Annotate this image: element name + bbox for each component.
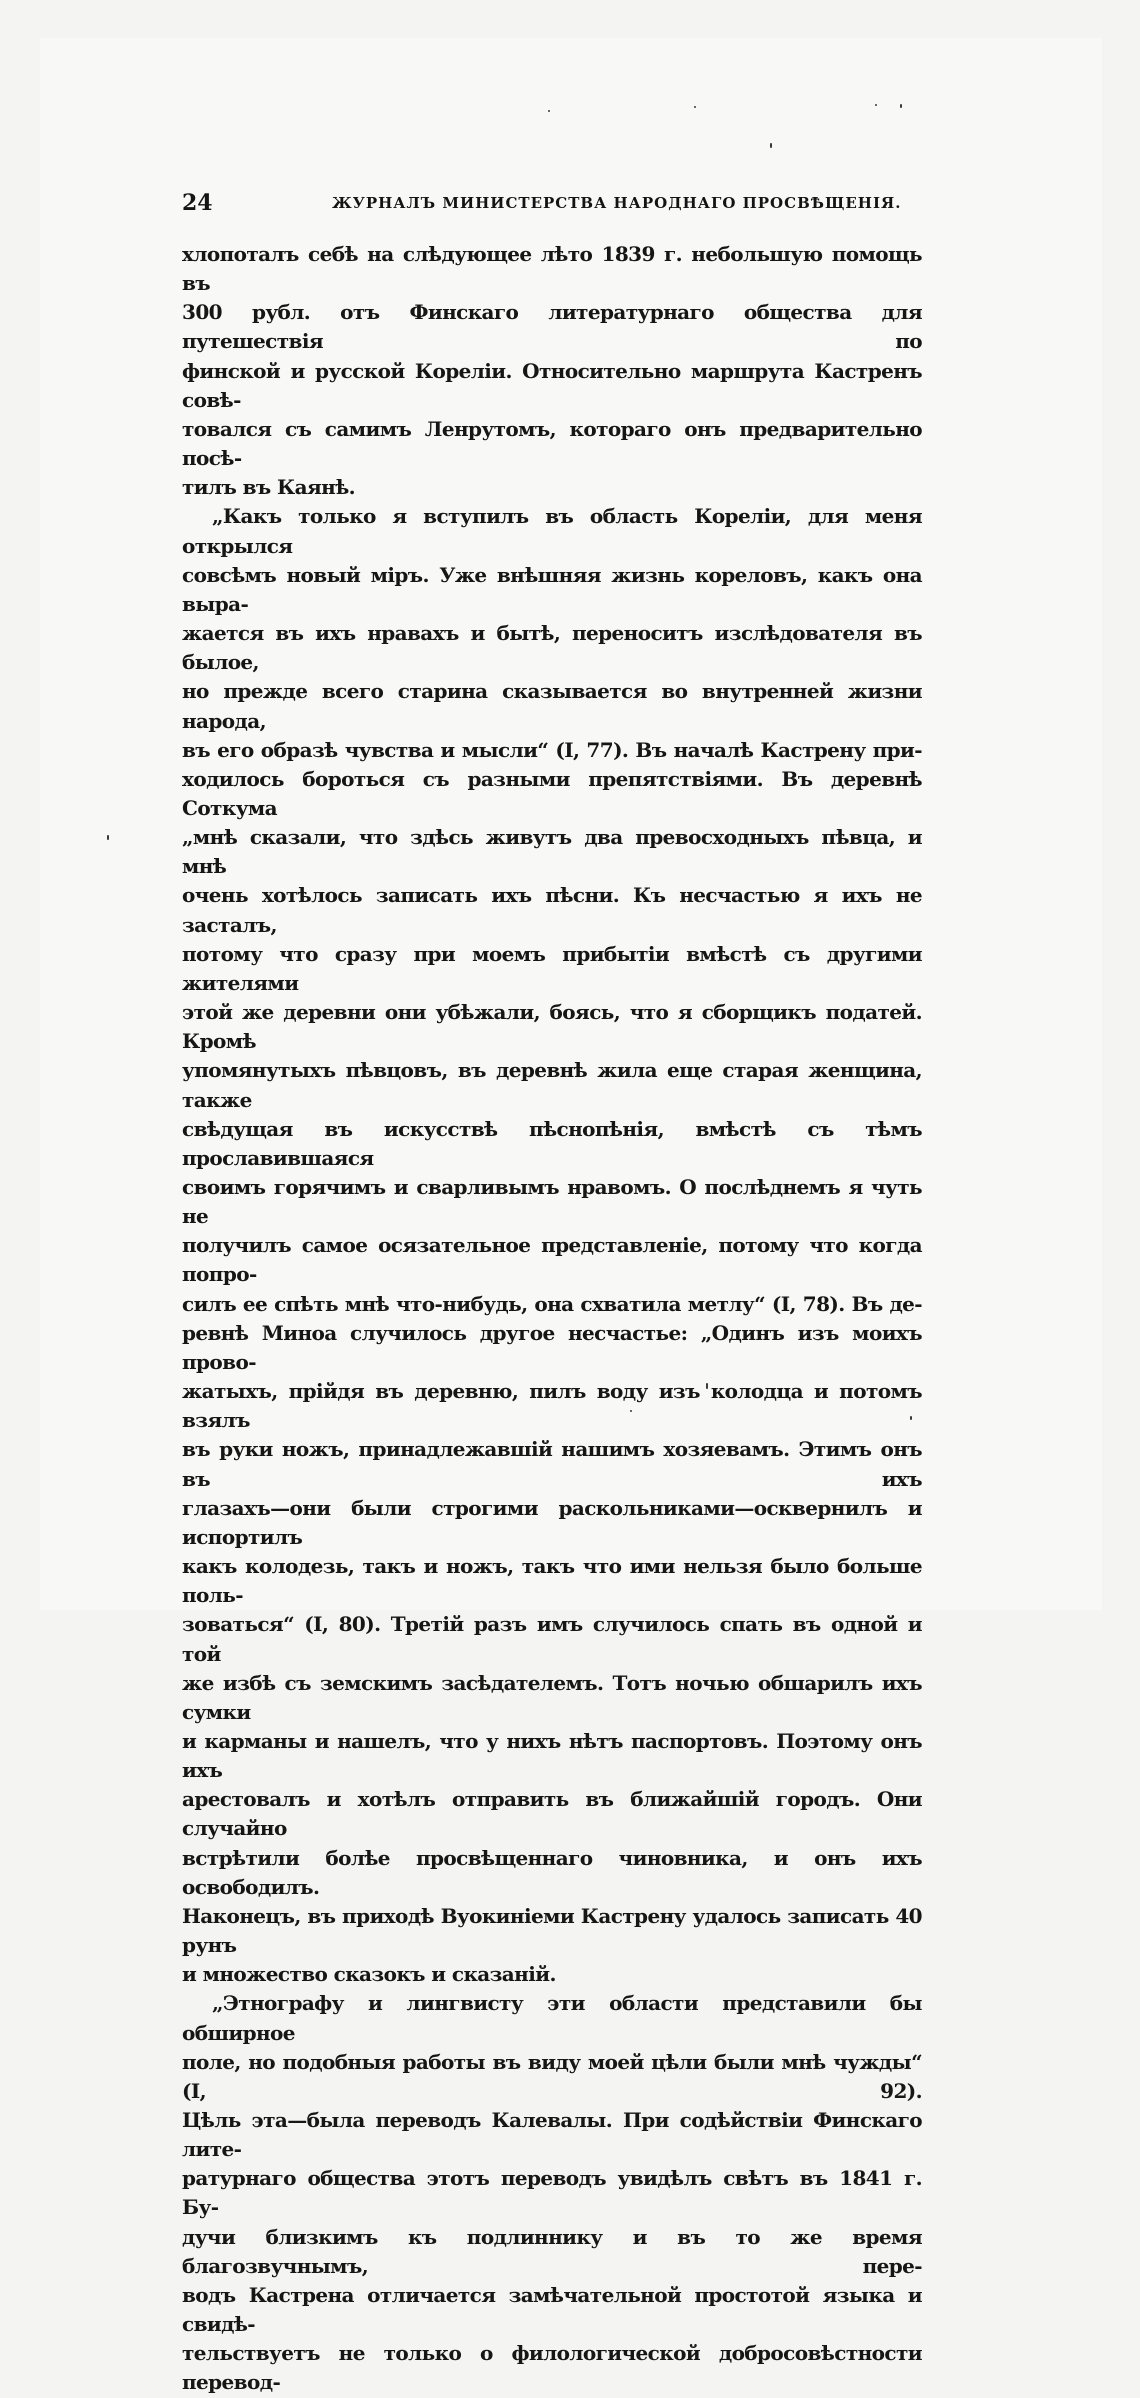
- page-number: 24: [182, 190, 213, 216]
- text-line: финской и русской Кореліи. Относительно маршрута Кастренъ совѣ-: [182, 358, 922, 412]
- text-line: получилъ самое осязательное представленіе, потому что когда попро-: [182, 1233, 922, 1287]
- text-line: же избѣ съ земскимъ засѣдателемъ. Тотъ ночью обшарилъ ихъ сумки: [182, 1670, 922, 1724]
- text-line: Наконецъ, въ приходѣ Вуокиніеми Кастрену удалось записать 40 рунъ: [182, 1903, 922, 1958]
- text-line: поле, но подобныя работы въ виду моей цѣли были мнѣ чужды“ (I, 92).: [182, 2049, 922, 2103]
- text-line: въ руки ножъ, принадлежавшій нашимъ хозяевамъ. Этимъ онъ въ ихъ: [182, 1437, 922, 1491]
- text-line: хлопоталъ себѣ на слѣдующее лѣто 1839 г. небольшую помощь въ: [182, 242, 922, 296]
- text-line: дучи близкимъ къ подлиннику и въ то же время благозвучнымъ, пере-: [182, 2224, 922, 2278]
- paragraph-3: [182, 1989, 922, 2397]
- text-line: ходилось бороться съ разными препятствіями. Въ деревнѣ Соткума: [182, 766, 922, 820]
- text-line: ратурнаго общества этотъ переводъ увидѣлъ свѣтъ въ 1841 г. Бу-: [182, 2166, 922, 2220]
- text-line: упомянутыхъ пѣвцовъ, въ деревнѣ жила еще старая женщина, также: [182, 1058, 922, 1112]
- text-line: совсѣмъ новый міръ. Уже внѣшняя жизнь кореловъ, какъ она выра-: [182, 562, 922, 616]
- text-line: и множество сказокъ и сказаній.: [182, 1962, 556, 1987]
- text-line: этой же деревни они убѣжали, боясь, что я сборщикъ податей. Кромѣ: [182, 1000, 922, 1054]
- page-header: [182, 188, 922, 220]
- text-line: но прежде всего старина сказывается во внутренней жизни народа,: [182, 679, 922, 733]
- paragraph-2: [182, 502, 922, 1989]
- running-title: ЖУРНАЛЪ МИНИСТЕРСТВА НАРОДНАГО ПРОСВѢЩЕНІЯ.: [332, 194, 902, 212]
- text-line: очень хотѣлось записать ихъ пѣсни. Къ несчастью я ихъ не засталъ,: [182, 883, 922, 937]
- scan-speck: [770, 143, 772, 148]
- text-line: „Этнографу и лингвисту эти области представили бы обширное: [182, 1991, 922, 2045]
- text-line: глазахъ—они были строгими раскольниками—осквернилъ и испортилъ: [182, 1495, 922, 1549]
- text-line: потому что сразу при моемъ прибытіи вмѣстѣ съ другими жителями: [182, 941, 922, 995]
- scan-speck: [900, 104, 902, 108]
- text-line: 300 рубл. отъ Финскаго литературнаго общества для путешествія по: [182, 300, 922, 354]
- text-line: „мнѣ сказали, что здѣсь живутъ два превосходныхъ пѣвца, и мнѣ: [182, 825, 922, 879]
- text-line: какъ колодезь, такъ и ножъ, такъ что ими нельзя было больше поль-: [182, 1554, 922, 1608]
- text-line: арестовалъ и хотѣлъ отправить въ ближайшій городъ. Они случайно: [182, 1787, 922, 1841]
- text-line: въ его образѣ чувства и мысли“ (I, 77). Въ началѣ Кастрену при-: [182, 737, 922, 762]
- text-line: тилъ въ Каянѣ.: [182, 475, 356, 500]
- body-text: [182, 240, 922, 2398]
- text-line: тельствуетъ не только о филологической добросовѣстности перевод-: [182, 2341, 922, 2395]
- scan-speck: [694, 106, 696, 108]
- text-line: жается въ ихъ нравахъ и бытѣ, переноситъ изслѣдователя въ былое,: [182, 621, 922, 675]
- scan-speck: [107, 835, 109, 840]
- text-line: товался съ самимъ Ленрутомъ, котораго онъ предварительно посѣ-: [182, 416, 922, 471]
- text-line: своимъ горячимъ и сварливымъ нравомъ. О послѣднемъ я чуть не: [182, 1175, 922, 1229]
- scan-speck: [548, 110, 550, 112]
- text-line: водъ Кастрена отличается замѣчательной простотой языка и свидѣ-: [182, 2282, 922, 2337]
- text-line: „Какъ только я вступилъ въ область Кореліи, для меня открылся: [182, 504, 922, 558]
- text-line: встрѣтили болѣе просвѣщеннаго чиновника, и онъ ихъ освободилъ.: [182, 1845, 922, 1899]
- text-line: ревнѣ Миноа случилось другое несчастье: „Одинъ изъ моихъ прово-: [182, 1320, 922, 1374]
- text-line: силъ ее спѣть мнѣ что-нибудь, она схватила метлу“ (I, 78). Въ де-: [182, 1291, 922, 1316]
- text-line: и карманы и нашелъ, что у нихъ нѣтъ паспортовъ. Поэтому онъ ихъ: [182, 1728, 922, 1783]
- text-line: зоваться“ (I, 80). Третій разъ имъ случилось спать въ одной и той: [182, 1612, 922, 1666]
- text-line: Цѣль эта—была переводъ Калевалы. При содѣйствіи Финскаго лите-: [182, 2108, 922, 2162]
- text-line: свѣдущая въ искусствѣ пѣснопѣнія, вмѣстѣ съ тѣмъ прославившаяся: [182, 1116, 922, 1170]
- scan-speck: [875, 104, 877, 106]
- paragraph-1: [182, 240, 922, 502]
- text-line: жатыхъ, прійдя въ деревню, пилъ воду изъ колодца и потомъ взялъ: [182, 1379, 922, 1433]
